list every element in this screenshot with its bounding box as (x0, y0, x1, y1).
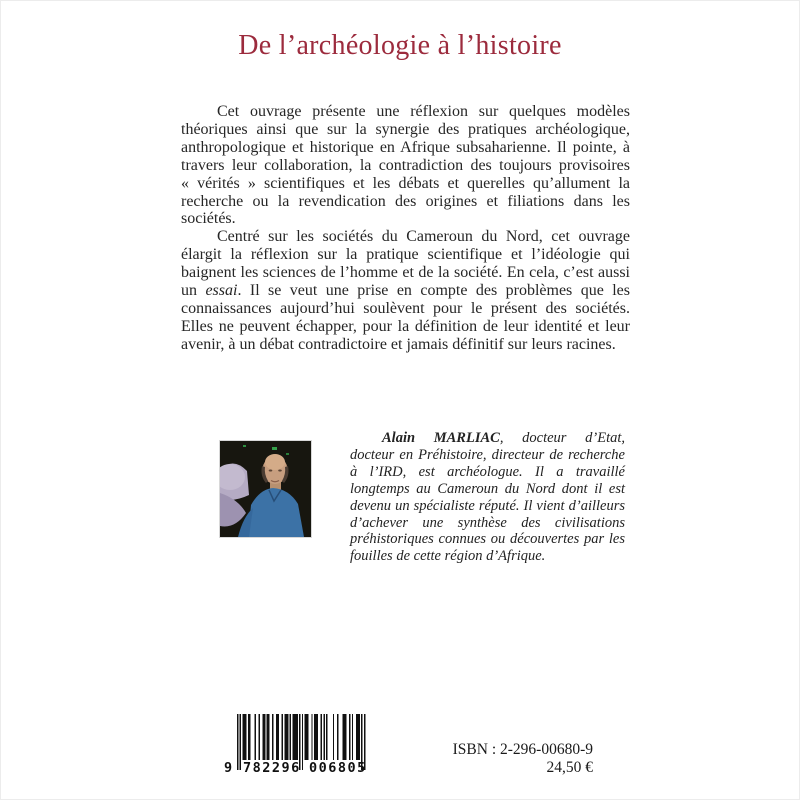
price: 24,50 € (546, 759, 593, 776)
author-bio-text: , docteur d’Etat, docteur en Préhistoire, directeur de recherche à l’IRD, est archéologue. Il a travaillé longtemps au Cameroun du Nord dont il est devenu un spécialiste réputé. Il vient d’ailleurs d’achever une synthèse des civilisations préhistoriques connues ou découvertes par les fouilles de cette région d’Afrique. (350, 430, 625, 565)
synopsis-paragraph-2-text-end: . Il se veut une prise en compte des problèmes que les connaissances aujourd’hui soulèvent pour le présent des sociétés. Elles ne peuvent échapper, pour la définition de leur identité et leur avenir, à un débat contradictoire et jamais définitif sur leurs racines. (181, 282, 631, 353)
author-bio (350, 430, 625, 565)
isbn-block (453, 741, 593, 777)
author-name: Alain MARLIAC (382, 430, 500, 446)
isbn-number: ISBN : 2-296-00680-9 (452, 741, 593, 758)
barcode-digits-left: 782296 (243, 760, 301, 776)
synopsis-paragraph-1: Cet ouvrage présente une réflexion sur quelques modèles théoriques ainsi que sur la synergie des pratiques archéologique, anthropologique et historique en Afrique subsaharienne. Il pointe, à travers leur collaboration, la contradiction des toujours provisoires « vérités » scientifiques et les débats et querelles qu’allument la recherche ou la revendication des origines et filiations dans les sociétés. (181, 103, 630, 228)
author-section (220, 428, 630, 578)
barcode-digits-right: 006805 (309, 760, 367, 776)
author-photo (220, 441, 311, 537)
synopsis-italic-word: essai (205, 282, 238, 300)
barcode-digit-first: 9 (224, 760, 233, 776)
barcode (224, 714, 372, 780)
synopsis-paragraph-2 (181, 228, 630, 353)
synopsis (181, 103, 630, 354)
page-title: De l’archéologie à l’histoire (238, 30, 562, 61)
synopsis-paragraph-2-text: Centré sur les sociétés du Cameroun du Nord, cet ouvrage élargit la réflexion sur la pratique scientifique et l’idéologie qui baignent les sciences de l’homme et de la société. En cela, c’est aussi un (181, 228, 630, 300)
author-photo-image (220, 441, 311, 537)
barcode-digits (224, 760, 372, 778)
